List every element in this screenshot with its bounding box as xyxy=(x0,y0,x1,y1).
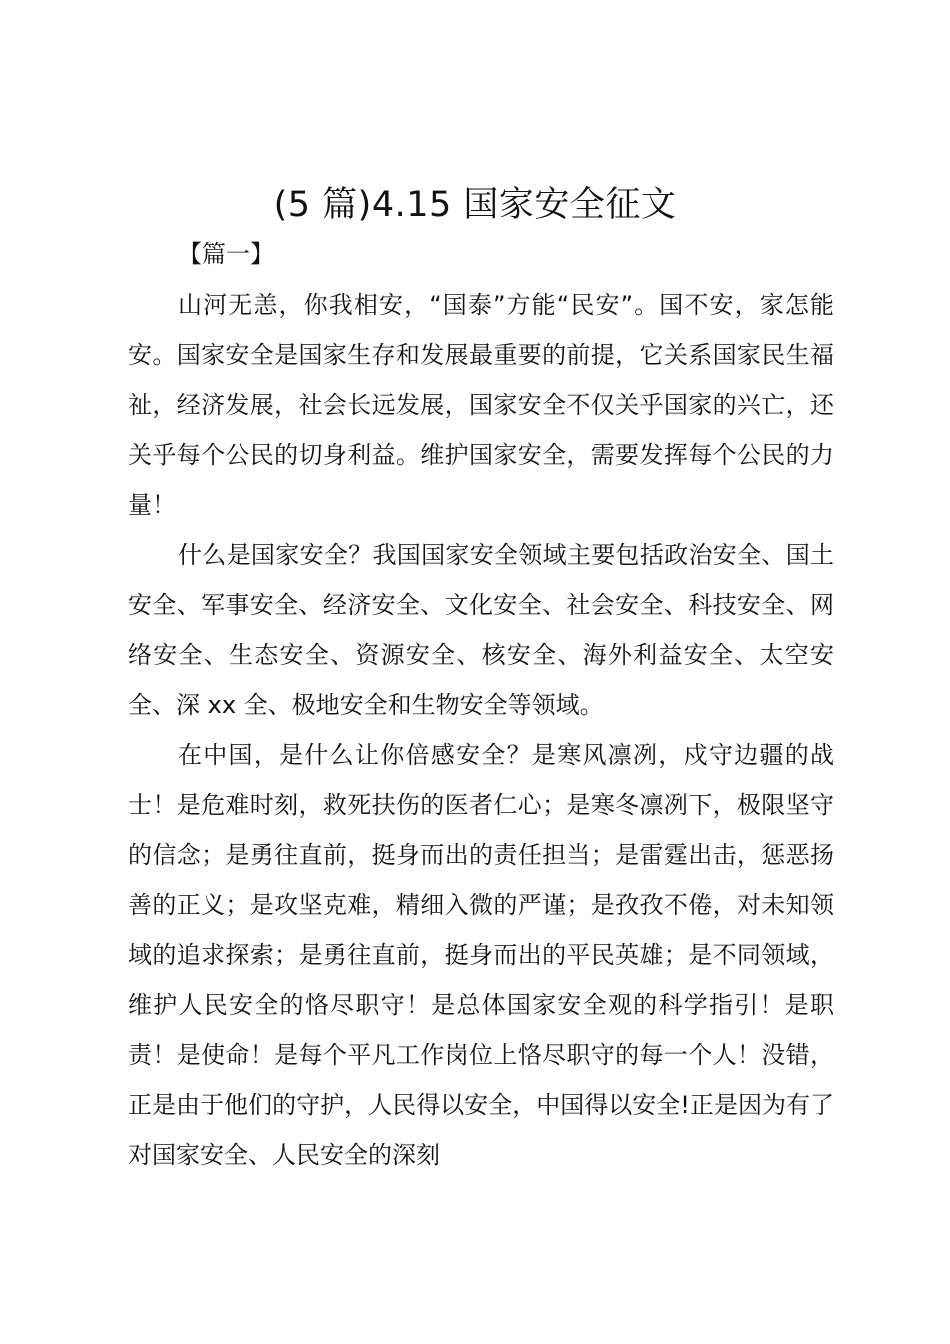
paragraph-1: 山河无恙，你我相安，“国泰”方能“民安”。国不安，家怎能安。国家安全是国家生存和发展最重要的前提，它关系国家民生福祉，经济发展，社会长远发展，国家安全不仅关乎国家的兴亡，还关乎每个公民的切身利益。维护国家安全，需要发挥每个公民的力量！ xyxy=(128,291,834,519)
document-title: (5 篇)4.15 国家安全征文 xyxy=(273,185,677,225)
section-label: 【篇一】 xyxy=(178,240,274,268)
document-body xyxy=(128,280,834,1180)
paragraph-3: 在中国，是什么让你倍感安全？是寒风凛冽，戍守边疆的战士！是危难时刻，救死扶伤的医者仁心；是寒冬凛冽下，极限坚守的信念；是勇往直前，挺身而出的责任担当；是雷霆出击，惩恶扬善的正义；是攻坚克难，精细入微的严谨；是孜孜不倦，对未知领域的追求探索；是勇往直前，挺身而出的平民英雄；是不同领域，维护人民安全的恪尽职守！是总体国家安全观的科学指引！是职责！是使命！是每个平凡工作岗位上恪尽职守的每一个人！没错，正是由于他们的守护，人民得以安全，中国得以安全!正是因为有了对国家安全、人民安全的深刻 xyxy=(128,741,834,1169)
paragraph-2: 什么是国家安全？我国国家安全领域主要包括政治安全、国土安全、军事安全、经济安全、文化安全、社会安全、科技安全、网络安全、生态安全、资源安全、核安全、海外利益安全、太空安全、深 xx 全、极地安全和生物安全等领域。 xyxy=(128,541,834,719)
